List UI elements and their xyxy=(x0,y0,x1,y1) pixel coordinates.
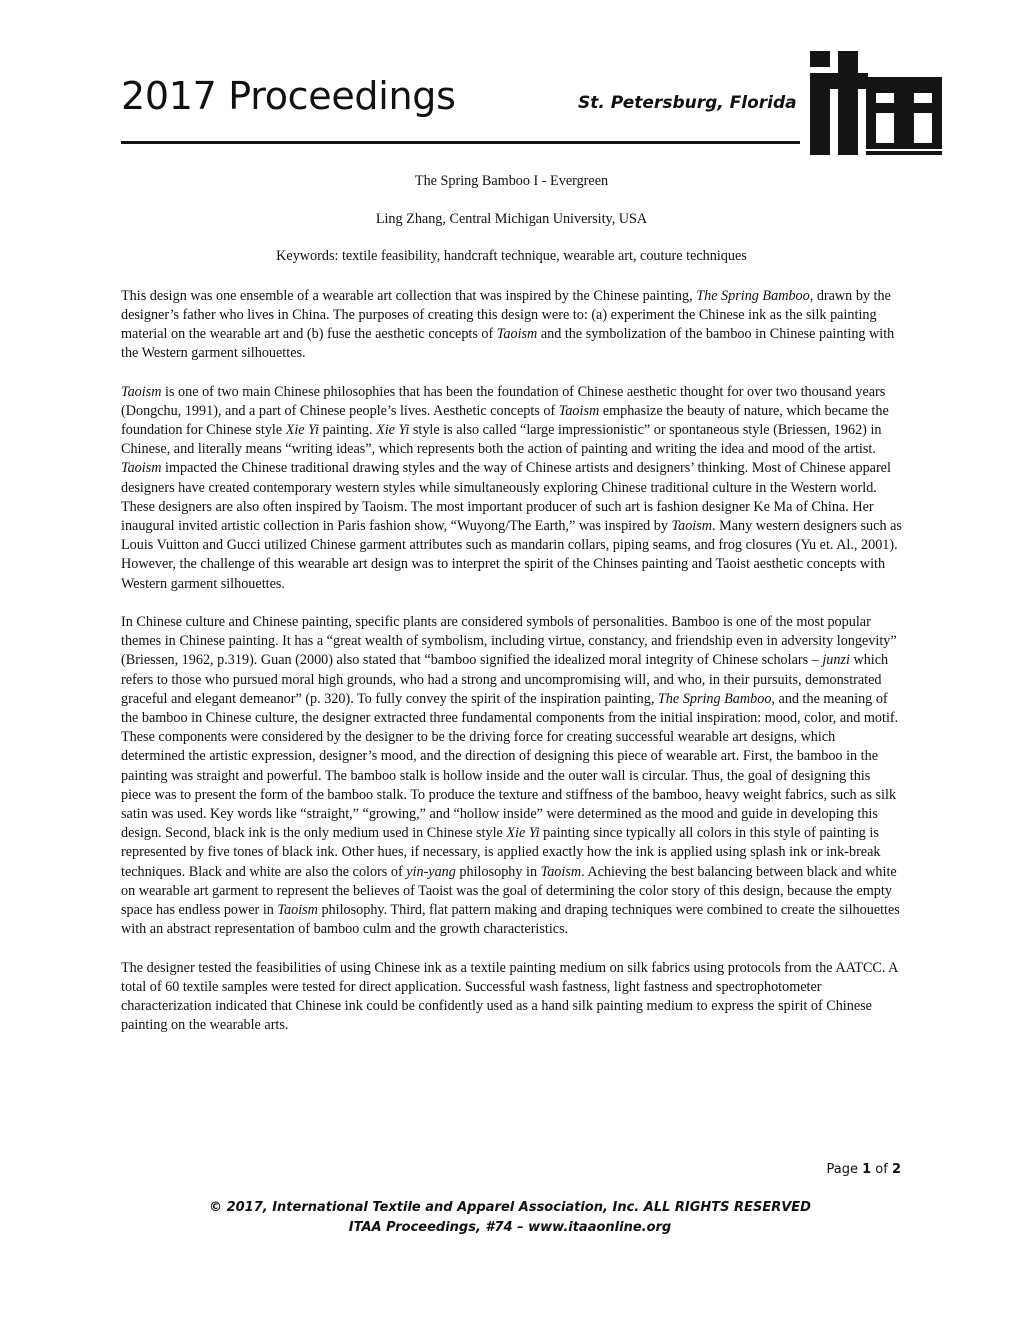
text-run: painting since typically all colors in this style of painting is represented by five tones of black ink. Other hues, if necessary, is applied exactly how the ink is applied using splash ink or ink-break techniques. Black and white are also the colors of xyxy=(121,825,881,880)
text-run: , drawn by the designer’s father who lives in China. The purposes of creating this design were to: (a) experiment the Chinese ink as the silk painting material on the wearable art and (b) fuse the aesthetic concepts of xyxy=(121,287,891,343)
text-run: and the symbolization of the bamboo in Chinese painting with the Western garment silhouettes. xyxy=(121,326,895,362)
text-run: This design was one ensemble of a wearable art collection that was inspired by the Chinese painting, xyxy=(121,287,697,304)
italic-text-run: Xie Yi xyxy=(376,422,410,439)
paragraph xyxy=(121,287,902,364)
article-title: The Spring Bamboo I - Evergreen xyxy=(414,173,609,189)
text-run: . Achieving the best balancing between black and white on wearable art garment to represent the believes of Taoist was the goal of determining the color story of this design, because the empty space has endless power in xyxy=(121,863,897,919)
text-run: painting. xyxy=(318,422,377,439)
proceedings-title: 2017 Proceedings xyxy=(121,74,456,118)
article-keywords: Keywords: textile feasibility, handcraft technique, wearable art, couture techniques xyxy=(276,248,747,265)
text-run: style is also called “large impressionistic” or spontaneous style (Briessen, 1962) in Chinese, and literally means “writing ideas”, which represents both the action of painting and writing the idea and mood of the artist. xyxy=(121,422,882,458)
italic-text-run: Taoism xyxy=(558,402,600,419)
italic-text-run: junzi xyxy=(822,652,850,669)
page-current: 1 xyxy=(862,1162,872,1177)
text-run: philosophy in xyxy=(455,863,541,880)
text-run: emphasize the beauty of nature, which became the foundation for Chinese style xyxy=(121,402,889,439)
article-body xyxy=(121,172,902,1035)
italic-text-run: Taoism xyxy=(121,383,162,400)
proceedings-reference: ITAA Proceedings, #74 – www.itaaonline.org xyxy=(348,1220,672,1235)
paragraph xyxy=(121,613,902,939)
logo-text: itaa xyxy=(876,155,878,156)
italic-text-run: Taoism xyxy=(277,902,318,919)
text-run: impacted the Chinese traditional drawing styles and the way of Chinese artists and designers’ thinking. Most of Chinese apparel designers have created contemporary western styles while simultaneously exploring Chinese traditional culture in the Western world. These designers are also often inspired by Taoism. The most important producer of such art is fashion designer Ke Ma of China. Her inaugural invited artistic collection in Paris fashion show, “Wuyong/The Earth,” was inspired by xyxy=(121,460,891,535)
page-total: 2 xyxy=(891,1162,901,1177)
text-run: and the meaning of the bamboo in Chinese culture, the designer extracted three fundamental components from the initial inspiration: mood, color, and motif. These components were considered by the designer to be the driving force for creating successful wearable art designs, which determined the artistic expression, designer’s mood, and the direction of designing this piece of wearable art. First, the bamboo in the painting was straight and powerful. The bamboo stalk is hollow inside and the outer wall is circular. Thus, the goal of designing this piece was to present the form of the bamboo stalk. To produce the texture and stiffness of the bamboo, heavy weight fabrics, such as silk satin was used. Key words like “straight,” “growing,” and “hollow inside” were determined as the mood and guide in developing this design. Second, black ink is the only medium used in Chinese style xyxy=(121,690,899,842)
text-run: In Chinese culture and Chinese painting, specific plants are considered symbols of personalities. Bamboo is one of the most popular themes in Chinese painting. It has a “great wealth of symbolism, including virtue, constancy, and friendship even in adversity longevity” (Briessen, 1962, p.319). Guan (2000) also stated that “bamboo signified the idealized moral integrity of Chinese scholars – xyxy=(121,614,897,669)
italic-text-run: Taoism xyxy=(121,460,162,477)
italic-text-run: Taoism xyxy=(496,326,538,343)
text-run: is one of two main Chinese philosophies that has been the foundation of Chinese aesthetic thought for over two thousand years (Dongchu, 1991), and a part of Chinese people’s lives. Aesthetic concepts of xyxy=(121,383,886,419)
text-run: . Many western designers such as Louis Vuitton and Gucci utilized Chinese garment attributes such as mandarin collars, piping seams, and frog closures (Yu et. Al., 2001). However, the challenge of this wearable art design was to interpret the spirit of the Chinses painting and Taoist aesthetic concepts with Western garment silhouettes. xyxy=(121,518,902,592)
page-number xyxy=(826,1162,901,1177)
italic-text-run: Taoism xyxy=(671,518,712,535)
italic-text-run: The Spring Bamboo xyxy=(696,287,810,304)
itaa-logo xyxy=(806,45,946,157)
conference-location: St. Petersburg, Florida xyxy=(578,93,797,113)
text-run: philosophy. Third, flat pattern making and draping techniques were combined to create the silhouettes with an abstract representation of bamboo culm and the growth characteristics. xyxy=(121,902,900,938)
italic-text-run: Xie Yi xyxy=(285,422,319,439)
italic-text-run: Xie Yi xyxy=(506,825,540,842)
italic-text-run: The Spring Bamboo, xyxy=(657,690,775,707)
page-label: Page xyxy=(826,1162,858,1177)
copyright-notice: © 2017, International Textile and Apparel Association, Inc. ALL RIGHTS RESERVED xyxy=(209,1200,811,1215)
paragraph xyxy=(121,959,902,1036)
text-run: which refers to those who pursued moral high grounds, who had a strong and uncompromising will, and who, in their pursuits, demonstrated graceful and elegant demeanor” (p. 320). To fully convey the spirit of the inspiration painting, xyxy=(121,652,889,707)
paragraph xyxy=(121,383,902,594)
text-run: The designer tested the feasibilities of using Chinese ink as a textile painting medium on silk fabrics using protocols from the AATCC. A total of 60 textile samples were tested for direct application. Successful wash fastness, light fastness and spectrophotometer characterization indicated that Chinese ink could be confidently used as a hand silk painting medium to express the spirit of Chinese painting on the wearable arts. xyxy=(121,959,898,1034)
italic-text-run: Taoism xyxy=(540,863,582,880)
header-rule xyxy=(121,141,800,144)
italic-text-run: yin-yang xyxy=(406,863,456,880)
page-of: of xyxy=(875,1162,888,1177)
article-author: Ling Zhang, Central Michigan University, USA xyxy=(375,211,648,228)
